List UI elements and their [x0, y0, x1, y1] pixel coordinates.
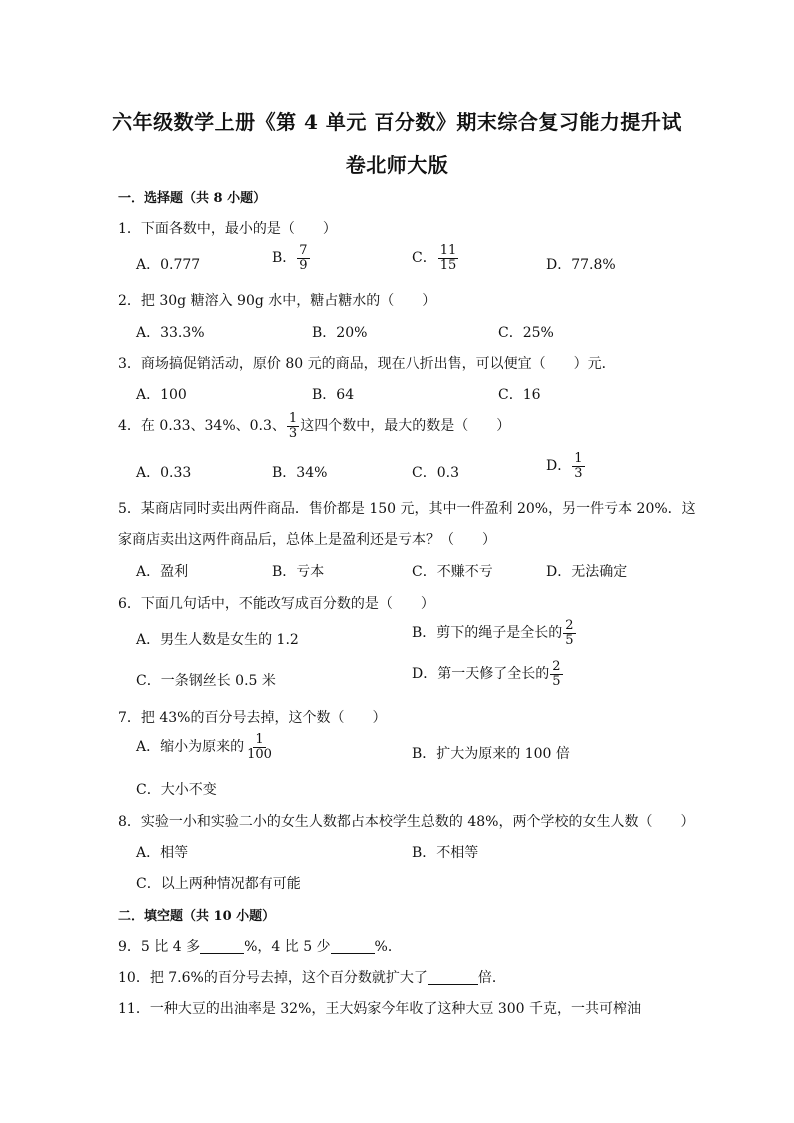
q5-option-a: A．盈利 — [136, 564, 189, 580]
q8-option-c: C．以上两种情况都有可能 — [136, 876, 301, 892]
question-5-stem-line2: 家商店卖出这两件商品后，总体上是盈利还是亏本？（ ） — [118, 532, 496, 548]
q3-option-a: A．100 — [136, 387, 187, 403]
q1-option-a: A．0.777 — [136, 257, 201, 273]
page-title-line1: 六年级数学上册《第 4 单元 百分数》期末综合复习能力提升试 — [112, 110, 682, 134]
q5-option-b: B．亏本 — [272, 564, 325, 580]
question-4-stem: 4．在 0.33、34%、0.3、 $\frac{1}{3}$ 这四个数中，最大的数是（ ） — [118, 411, 511, 441]
question-10: 10．把 7.6%的百分号去掉，这个百分数就扩大了 倍． — [118, 970, 506, 986]
question-7-stem: 7．把 43%的百分号去掉，这个数（ ） — [118, 710, 387, 726]
q8-option-b: B．不相等 — [412, 845, 479, 861]
q6-option-d: D．第一天修了全长的 $\frac{2}{5}$ — [412, 659, 561, 689]
question-8-stem: 8．实验一小和实验二小的女生人数都占本校学生总数的 48%，两个学校的女生人数（ ） — [118, 814, 695, 830]
q2-option-b: B．20% — [312, 325, 368, 341]
question-3-stem: 3．商场搞促销活动，原价 80 元的商品，现在八折出售，可以便宜（ ）元． — [118, 356, 616, 372]
q7-option-a: A．缩小为原来的 $\frac{1}{100}$ — [136, 732, 272, 762]
q1-option-c: C． $\frac{11}{15}$ — [412, 243, 457, 273]
fraction: $\frac{2}{5}$ — [552, 659, 561, 689]
question-11-stem: 11．一种大豆的出油率是 32%，王大妈家今年收了这种大豆 300 千克，一共可榨油 — [118, 1001, 642, 1017]
fraction: $\frac{1}{100}$ — [247, 732, 272, 762]
section-heading-choice: 一．选择题（共 8 小题） — [118, 191, 267, 206]
fraction: $\frac{1}{3}$ — [574, 451, 583, 481]
fraction: $\frac{11}{15}$ — [439, 243, 457, 273]
question-9: 9．5 比 4 多 %，4 比 5 少 %． — [118, 939, 402, 955]
q4-option-b: B．34% — [272, 465, 328, 481]
answer-blank[interactable] — [428, 970, 478, 985]
q8-option-a: A．相等 — [136, 845, 189, 861]
fraction: $\frac{7}{9}$ — [299, 243, 308, 273]
fraction: $\frac{1}{3}$ — [288, 411, 298, 441]
section-heading-fill: 二．填空题（共 10 小题） — [118, 909, 276, 924]
question-5-stem-line1: 5．某商店同时卖出两件商品．售价都是 150 元，其中一件盈利 20%，另一件亏本 20%．这 — [118, 501, 696, 517]
q3-option-c: C．16 — [498, 387, 541, 403]
question-6-stem: 6．下面几句话中，不能改写成百分数的是（ ） — [118, 596, 435, 612]
q1-option-b: B． $\frac{7}{9}$ — [272, 243, 308, 273]
q1-option-d: D．77.8% — [546, 257, 616, 273]
q6-option-b: B．剪下的绳子是全长的 $\frac{2}{5}$ — [412, 618, 574, 648]
q6-option-c: C．一条钢丝长 0.5 米 — [136, 673, 276, 689]
q2-option-a: A．33.3% — [136, 325, 205, 341]
fraction: $\frac{2}{5}$ — [565, 618, 574, 648]
answer-blank[interactable] — [200, 939, 244, 954]
q5-option-d: D．无法确定 — [546, 564, 628, 580]
q4-option-c: C．0.3 — [412, 465, 459, 481]
q2-option-c: C．25% — [498, 325, 554, 341]
q5-option-c: C．不赚不亏 — [412, 564, 493, 580]
page-title-line2: 卷北师大版 — [345, 153, 449, 177]
answer-blank[interactable] — [331, 939, 375, 954]
question-1-stem: 1．下面各数中，最小的是（ ） — [118, 221, 337, 237]
question-2-stem: 2．把 30g 糖溶入 90g 水中，糖占糖水的（ ） — [118, 293, 437, 309]
q4-option-d: D． $\frac{1}{3}$ — [546, 451, 583, 481]
q4-option-a: A．0.33 — [136, 465, 192, 481]
q7-option-c: C．大小不变 — [136, 782, 217, 798]
q7-option-b: B．扩大为原来的 100 倍 — [412, 746, 570, 762]
q6-option-a: A．男生人数是女生的 1.2 — [136, 632, 299, 648]
q3-option-b: B．64 — [312, 387, 355, 403]
